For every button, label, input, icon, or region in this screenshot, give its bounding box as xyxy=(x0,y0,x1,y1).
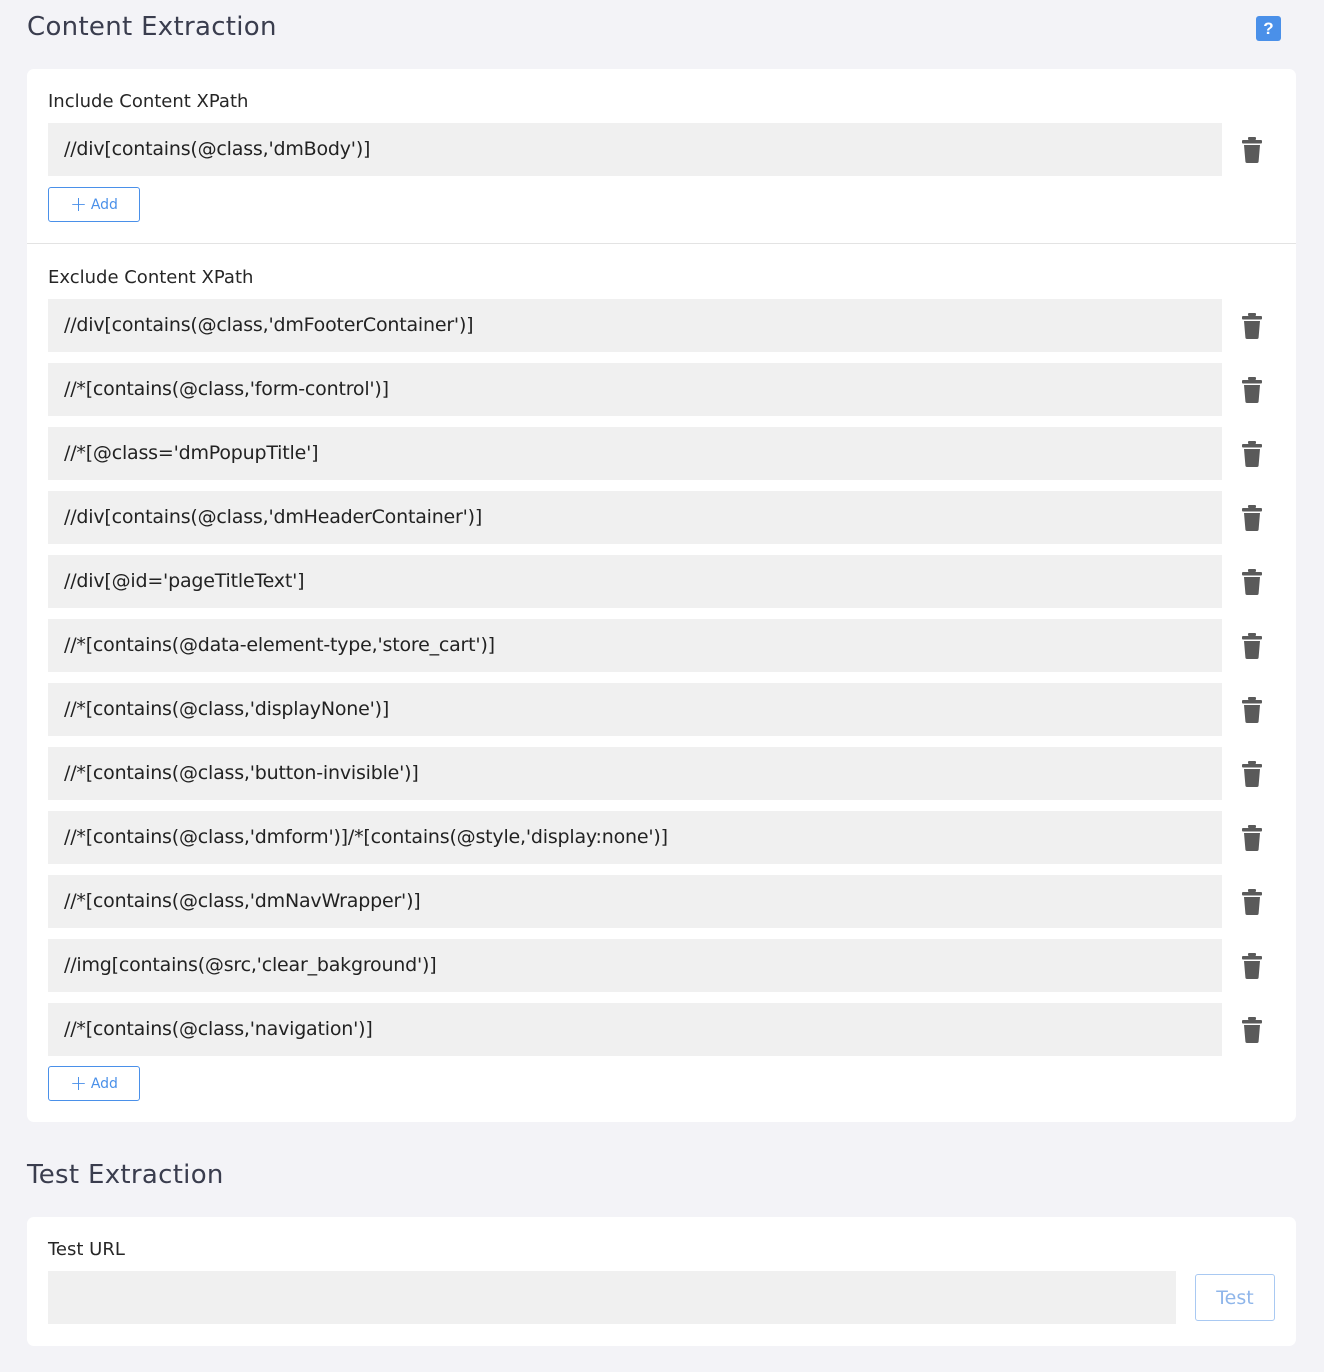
test-url-input[interactable] xyxy=(48,1271,1176,1324)
xpath-field[interactable]: //*[contains(@class,'dmNavWrapper')] xyxy=(48,875,1222,928)
trash-icon[interactable] xyxy=(1242,761,1262,787)
test-button[interactable]: Test xyxy=(1195,1274,1275,1321)
trash-icon[interactable] xyxy=(1242,313,1262,339)
test-extraction-card xyxy=(27,1217,1296,1346)
trash-icon[interactable] xyxy=(1242,377,1262,403)
trash-icon[interactable] xyxy=(1242,953,1262,979)
xpath-field[interactable]: //*[@class='dmPopupTitle'] xyxy=(48,427,1222,480)
trash-icon[interactable] xyxy=(1242,633,1262,659)
trash-icon[interactable] xyxy=(1242,505,1262,531)
xpath-field[interactable]: //*[contains(@class,'dmform')]/*[contains(@style,'display:none')] xyxy=(48,811,1222,864)
add-button-label: Add xyxy=(90,1075,118,1092)
xpath-field[interactable]: //img[contains(@src,'clear_bakground')] xyxy=(48,939,1222,992)
help-icon[interactable]: ? xyxy=(1256,16,1281,41)
content-extraction-title: Content Extraction xyxy=(27,12,277,42)
xpath-field[interactable]: //div[contains(@class,'dmBody')] xyxy=(48,123,1222,176)
trash-icon[interactable] xyxy=(1242,569,1262,595)
trash-icon[interactable] xyxy=(1242,441,1262,467)
xpath-field[interactable]: //div[contains(@class,'dmHeaderContainer')] xyxy=(48,491,1222,544)
plus-icon: + xyxy=(70,191,87,216)
add-button-label: Add xyxy=(90,196,118,213)
xpath-field[interactable]: //*[contains(@class,'form-control')] xyxy=(48,363,1222,416)
xpath-field[interactable]: //*[contains(@class,'button-invisible')] xyxy=(48,747,1222,800)
test-url-label: Test URL xyxy=(48,1239,125,1260)
xpath-field[interactable]: //*[contains(@data-element-type,'store_cart')] xyxy=(48,619,1222,672)
trash-icon[interactable] xyxy=(1242,825,1262,851)
exclude-xpath-label: Exclude Content XPath xyxy=(48,267,254,288)
content-extraction-card xyxy=(27,69,1296,1122)
include-xpath-label: Include Content XPath xyxy=(48,91,249,112)
xpath-field[interactable]: //*[contains(@class,'displayNone')] xyxy=(48,683,1222,736)
trash-icon[interactable] xyxy=(1242,1017,1262,1043)
xpath-field[interactable]: //*[contains(@class,'navigation')] xyxy=(48,1003,1222,1056)
add-include-xpath-button[interactable] xyxy=(48,187,140,222)
add-exclude-xpath-button[interactable] xyxy=(48,1066,140,1101)
trash-icon[interactable] xyxy=(1242,137,1262,163)
xpath-field[interactable]: //div[contains(@class,'dmFooterContainer')] xyxy=(48,299,1222,352)
trash-icon[interactable] xyxy=(1242,889,1262,915)
test-extraction-title: Test Extraction xyxy=(27,1160,224,1190)
plus-icon: + xyxy=(70,1070,87,1095)
section-divider xyxy=(27,243,1296,244)
trash-icon[interactable] xyxy=(1242,697,1262,723)
xpath-field[interactable]: //div[@id='pageTitleText'] xyxy=(48,555,1222,608)
